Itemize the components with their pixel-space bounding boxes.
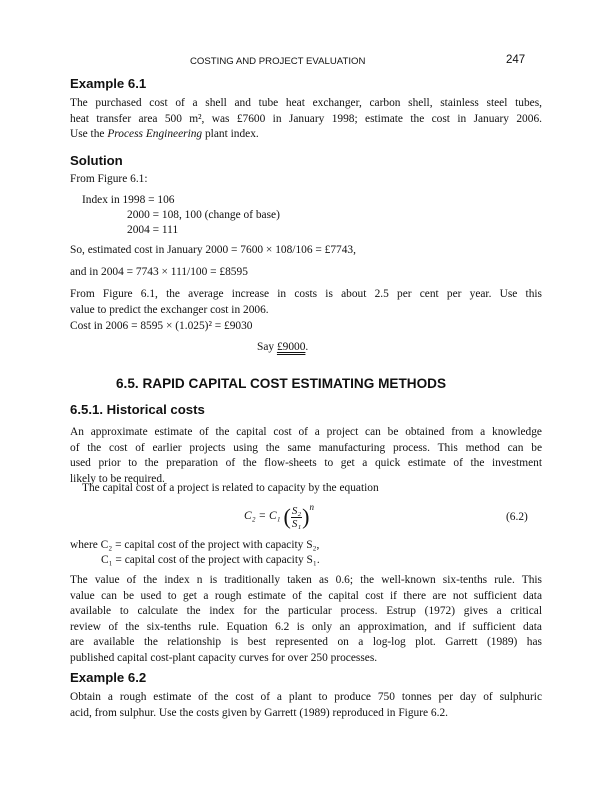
solution-heading: Solution bbox=[70, 153, 123, 168]
exponent: n bbox=[309, 502, 314, 512]
left-paren: ( bbox=[283, 504, 291, 529]
example-6-2-text bbox=[70, 690, 542, 721]
where-line-1: where C₂ = capital cost of the project with capacity S₂, bbox=[70, 539, 320, 551]
text-run: plant index. bbox=[202, 128, 259, 140]
text-line: published capital cost-plant capacity curves for over 250 processes. bbox=[70, 651, 378, 664]
ratio-numerator: S₂ bbox=[291, 504, 302, 517]
say-line bbox=[257, 340, 308, 356]
text-line: used prior to the preparation of the flow-sheets to get a quick estimate of the investment bbox=[70, 457, 542, 469]
text-line: are available the relationship is best represented on a log-log plot. Garrett (1989) has bbox=[70, 636, 542, 648]
solution-from: From Figure 6.1: bbox=[70, 173, 148, 185]
cost-2006: Cost in 2006 = 8595 × (1.025)² = £9030 bbox=[70, 320, 253, 332]
estimate-2004: and in 2004 = 7743 × 111/100 = £8595 bbox=[70, 266, 248, 278]
index-line-1998: Index in 1998 = 106 bbox=[82, 194, 175, 206]
example-6-1-text bbox=[70, 96, 542, 143]
equation-lhs: C₂ = C₁ bbox=[244, 510, 281, 523]
text-run: Say bbox=[257, 341, 277, 353]
text-line: value to predict the exchanger cost in 2006. bbox=[70, 303, 269, 316]
text-line: The value of the index n is traditionally taken as 0.6; the well-known six-tenths rule. This bbox=[70, 574, 542, 586]
example-6-2-heading: Example 6.2 bbox=[70, 670, 147, 685]
text-line: Obtain a rough estimate of the cost of a plant to produce 750 tonnes per day of sulphuric bbox=[70, 691, 542, 703]
index-line-2000: 2000 = 108, 100 (change of base) bbox=[127, 209, 280, 221]
text-line: heat transfer area 500 m², was £7600 in January 1998; estimate the cost in January 2006. bbox=[70, 112, 542, 125]
right-paren: ) bbox=[302, 504, 310, 529]
section-title: 6.5. RAPID CAPITAL COST ESTIMATING METHODS bbox=[116, 376, 447, 391]
page-number: 247 bbox=[506, 54, 526, 66]
text-run: . bbox=[305, 341, 309, 353]
text-line: acid, from sulphur. Use the costs given by Garrett (1989) reproduced in Figure 6.2. bbox=[70, 706, 449, 719]
six-tenths-paragraph bbox=[70, 573, 542, 666]
example-6-1-heading: Example 6.1 bbox=[70, 76, 147, 91]
text-line: review of the six-tenths rule. Equation 6.2 is only an approximation, and if sufficient data bbox=[70, 620, 542, 633]
trend-text bbox=[70, 287, 542, 318]
capacity-intro: The capital cost of a project is related to capacity by the equation bbox=[82, 482, 379, 494]
text-line: value can be used to get a rough estimate of the capital cost if there are not sufficient data bbox=[70, 589, 542, 602]
subsection-title: 6.5.1. Historical costs bbox=[70, 402, 205, 417]
capacity-ratio bbox=[291, 505, 302, 530]
estimate-2000: So, estimated cost in January 2000 = 7600 × 108/106 = £7743, bbox=[70, 244, 356, 256]
text-line: An approximate estimate of the capital cost of a project can be obtained from a knowledge bbox=[70, 426, 542, 438]
text-line: From Figure 6.1, the average increase in costs is about 2.5 per cent per year. Use this bbox=[70, 288, 542, 300]
text-line: The purchased cost of a shell and tube heat exchanger, carbon shell, stainless steel tubes, bbox=[70, 97, 542, 109]
running-title: COSTING AND PROJECT EVALUATION bbox=[190, 56, 366, 67]
ratio-denominator: S₁ bbox=[291, 517, 302, 530]
final-answer: £9000 bbox=[276, 341, 306, 353]
text-line: available to calculate the index for the particular process. Estrup (1972) gives a critical bbox=[70, 605, 542, 617]
equation-6-2 bbox=[244, 500, 314, 534]
text-line: likely to be required. bbox=[70, 472, 165, 485]
historical-costs-paragraph bbox=[70, 425, 542, 487]
text-line: of the cost of earlier projects using the same manufacturing process. This method can be bbox=[70, 441, 542, 454]
index-name: Process Engineering bbox=[107, 128, 203, 140]
text-line bbox=[70, 127, 542, 143]
index-line-2004: 2004 = 111 bbox=[127, 224, 179, 236]
text-run: Use the bbox=[70, 128, 108, 140]
equation-number: (6.2) bbox=[506, 511, 528, 523]
where-line-2: C₁ = capital cost of the project with capacity S₁. bbox=[101, 554, 320, 566]
